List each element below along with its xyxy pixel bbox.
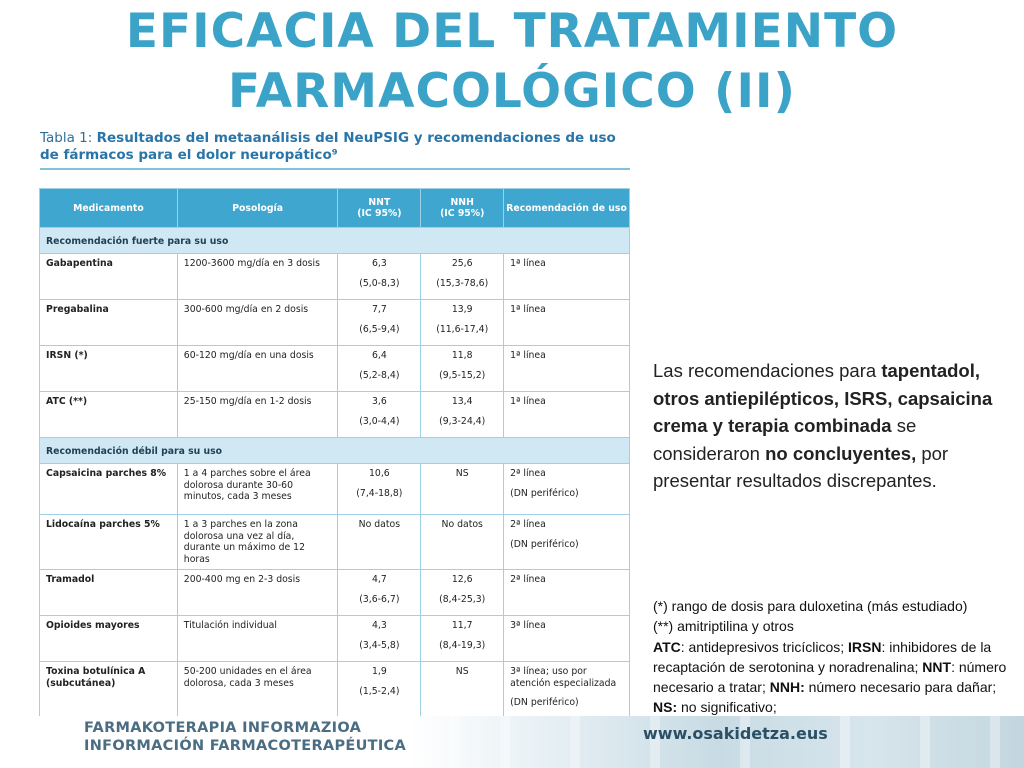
recommendation-cell <box>504 464 630 515</box>
drug-name-cell: ATC (**) <box>40 392 178 438</box>
nnt-ci: (5,2-8,4) <box>359 369 400 381</box>
nnh-cell <box>421 464 504 515</box>
table-body <box>40 228 630 720</box>
dose-cell: 50-200 unidades en el área dolorosa, cada 3 meses <box>177 662 338 720</box>
header-medicamento: Medicamento <box>40 189 178 228</box>
abbr-nnh-text: número necesario para dañar; <box>804 679 997 696</box>
table-row <box>40 254 630 300</box>
dose-cell: 1 a 4 parches sobre el área dolorosa durante 30-60 minutos, cada 3 meses <box>177 464 338 515</box>
nnh-cell <box>421 392 504 438</box>
section-weak-label: Recomendación débil para su uso <box>40 438 630 464</box>
nnt-ci: (3,6-6,7) <box>359 593 400 605</box>
nnh-ci: (11,6-17,4) <box>436 323 489 335</box>
abbr-nnt-text: : número necesario a tratar; <box>653 658 1007 696</box>
footer-brand <box>84 719 406 755</box>
table-caption-text: Resultados del metaanálisis del NeuPSIG y recomendaciones de uso de fármacos para el dolor neuropático⁹ <box>40 130 616 163</box>
nnt-cell <box>338 300 421 346</box>
drug-name-cell: Lidocaína parches 5% <box>40 515 178 570</box>
table-row <box>40 616 630 662</box>
header-nnh-sub: (IC 95%) <box>440 208 485 219</box>
nnt-value: 6,3 <box>371 258 387 269</box>
nnh-value: 11,8 <box>451 350 473 361</box>
table-row <box>40 392 630 438</box>
slide-title-line1: EFICACIA DEL TRATAMIENTO <box>125 4 899 59</box>
recommendation-cell <box>504 515 630 570</box>
nnh-cell <box>421 515 504 570</box>
nnh-cell <box>421 662 504 720</box>
nnt-value: 4,3 <box>371 620 387 631</box>
nnh-value: 25,6 <box>451 258 473 269</box>
recommendation-cell <box>504 254 630 300</box>
recommendation-note: (DN periférico) <box>510 487 579 499</box>
nnh-ci: (15,3-78,6) <box>436 277 489 289</box>
dose-cell: 200-400 mg en 2-3 dosis <box>177 570 338 616</box>
recommendation-cell <box>504 300 630 346</box>
recommendation-value: 2ª línea <box>510 519 546 530</box>
drug-name-cell: Pregabalina <box>40 300 178 346</box>
caption-divider <box>40 168 630 170</box>
nnh-ci: (9,5-15,2) <box>439 369 486 381</box>
nnt-value: 10,6 <box>369 468 390 479</box>
section-row-strong <box>40 228 630 254</box>
recommendation-value: 1ª línea <box>510 258 546 269</box>
recommendation-note: (DN periférico) <box>510 538 579 550</box>
footer-brand-line1: FARMAKOTERAPIA INFORMAZIOA <box>84 720 362 736</box>
header-nnh <box>421 189 504 228</box>
nnt-ci: (7,4-18,8) <box>356 487 403 499</box>
nnt-ci: (5,0-8,3) <box>359 277 400 289</box>
nnh-value: No datos <box>441 519 483 530</box>
footnote-1: (*) rango de dosis para duloxetina (más estudiado) <box>653 598 968 614</box>
nnt-cell <box>338 515 421 570</box>
recommendation-note: (DN periférico) <box>510 697 579 708</box>
nnh-value: 13,9 <box>451 304 473 315</box>
nnt-cell <box>338 662 421 720</box>
nnh-cell <box>421 346 504 392</box>
nnt-value: 4,7 <box>371 574 387 585</box>
nnh-value: 13,4 <box>451 396 473 407</box>
drug-name-cell: Toxina botulínica A (subcutánea) <box>40 662 178 720</box>
dose-cell: 1 a 3 parches en la zona dolorosa una vez al día, durante un máximo de 12 horas <box>177 515 338 570</box>
nnt-cell <box>338 570 421 616</box>
nnh-value: NS <box>455 468 469 479</box>
nnh-cell <box>421 254 504 300</box>
nnt-cell <box>338 254 421 300</box>
recommendation-value: 1ª línea <box>510 396 546 407</box>
nnt-value: 7,7 <box>371 304 387 315</box>
abbr-ns-label: NS: <box>653 699 678 716</box>
recommendation-value: 3ª línea <box>510 620 546 631</box>
table-row <box>40 464 630 515</box>
abbr-atc-text: : antidepresivos tricíclicos; <box>680 638 849 655</box>
table-caption-label: Tabla 1: <box>40 130 93 146</box>
recommendation-cell <box>504 392 630 438</box>
nnh-ci: (8,4-19,3) <box>439 639 486 651</box>
drug-name-cell: Tramadol <box>40 570 178 616</box>
nnt-ci: (1,5-2,4) <box>359 685 400 697</box>
recommendation-value: 3ª línea; uso por atención especializada <box>510 666 617 689</box>
table-row <box>40 570 630 616</box>
nnt-value: 3,6 <box>371 396 387 407</box>
table-header-row <box>40 189 630 228</box>
side-paragraph <box>653 357 1018 495</box>
header-nnt-label: NNT <box>368 197 391 208</box>
side-text-part1: Las recomendaciones para <box>653 360 882 381</box>
side-text-bold1: tapentadol, otros antiepilépticos, ISRS, capsaicina crema y terapia combinada <box>653 360 993 436</box>
abbr-nnt-label: NNT <box>922 658 952 675</box>
dose-cell: 300-600 mg/día en 2 dosis <box>177 300 338 346</box>
dose-cell: Titulación individual <box>177 616 338 662</box>
abbr-ns-text: no significativo; <box>677 699 777 716</box>
nnh-value: 12,6 <box>451 574 473 585</box>
footer-brand-line2: INFORMACIÓN FARMACOTERAPÉUTICA <box>84 738 407 754</box>
nnt-ci: (6,5-9,4) <box>359 323 400 335</box>
abbr-nnh-label: NNH: <box>769 679 805 696</box>
abbr-irsn-label: IRSN <box>848 638 882 655</box>
drug-name-cell: Gabapentina <box>40 254 178 300</box>
recommendation-cell <box>504 616 630 662</box>
header-recomendacion: Recomendación de uso <box>504 189 630 228</box>
recommendation-cell <box>504 346 630 392</box>
slide-title-line2: FARMACOLÓGICO (II) <box>228 64 796 119</box>
dose-cell: 1200-3600 mg/día en 3 dosis <box>177 254 338 300</box>
recommendation-value: 1ª línea <box>510 304 546 315</box>
recommendation-value: 2ª línea <box>510 574 546 585</box>
table-caption <box>40 130 630 164</box>
nnh-cell <box>421 570 504 616</box>
nnh-ci: (8,4-25,3) <box>439 593 486 605</box>
nnh-value: 11,7 <box>451 620 473 631</box>
nnt-cell <box>338 616 421 662</box>
section-strong-label: Recomendación fuerte para su uso <box>40 228 630 254</box>
abbr-irsn-text: : inhibidores de la recaptación de serotonina y noradrenalina; <box>653 638 992 675</box>
side-text-part2: se consideraron <box>653 415 917 464</box>
recommendation-cell <box>504 662 630 720</box>
drug-name-cell: Capsaicina parches 8% <box>40 464 178 515</box>
header-nnh-label: NNH <box>450 197 474 208</box>
nnh-cell <box>421 616 504 662</box>
drug-name-cell: Opioides mayores <box>40 616 178 662</box>
table-row <box>40 346 630 392</box>
footer-url: www.osakidetza.eus <box>643 724 828 743</box>
abbr-atc-label: ATC <box>653 638 681 655</box>
slide-title <box>0 2 1024 122</box>
drug-name-cell: IRSN (*) <box>40 346 178 392</box>
nnt-cell <box>338 464 421 515</box>
side-text-part3: por presentar resultados discrepantes. <box>653 442 949 491</box>
nnt-ci: (3,4-5,8) <box>359 639 400 651</box>
header-posologia: Posología <box>177 189 338 228</box>
footnotes <box>653 596 1018 718</box>
footnote-abbreviations <box>653 637 1018 718</box>
dose-cell: 60-120 mg/día en una dosis <box>177 346 338 392</box>
drug-table <box>39 188 630 720</box>
nnt-value: 6,4 <box>371 350 387 361</box>
nnh-ci: (9,3-24,4) <box>439 415 486 427</box>
nnh-cell <box>421 300 504 346</box>
nnt-ci: (3,0-4,4) <box>359 415 400 427</box>
recommendation-value: 1ª línea <box>510 350 546 361</box>
recommendation-value: 2ª línea <box>510 468 546 479</box>
table-row <box>40 662 630 720</box>
footnote-2: (**) amitriptilina y otros <box>653 618 794 635</box>
table-row <box>40 300 630 346</box>
nnt-value: 1,9 <box>371 666 387 677</box>
nnh-value: NS <box>455 666 469 677</box>
header-nnt <box>338 189 421 228</box>
nnt-cell <box>338 392 421 438</box>
nnt-value: No datos <box>358 519 401 530</box>
recommendation-cell <box>504 570 630 616</box>
dose-cell: 25-150 mg/día en 1-2 dosis <box>177 392 338 438</box>
table-row <box>40 515 630 570</box>
side-text-bold2: no concluyentes, <box>765 442 917 464</box>
section-row-weak <box>40 438 630 464</box>
nnt-cell <box>338 346 421 392</box>
header-nnt-sub: (IC 95%) <box>357 208 402 219</box>
